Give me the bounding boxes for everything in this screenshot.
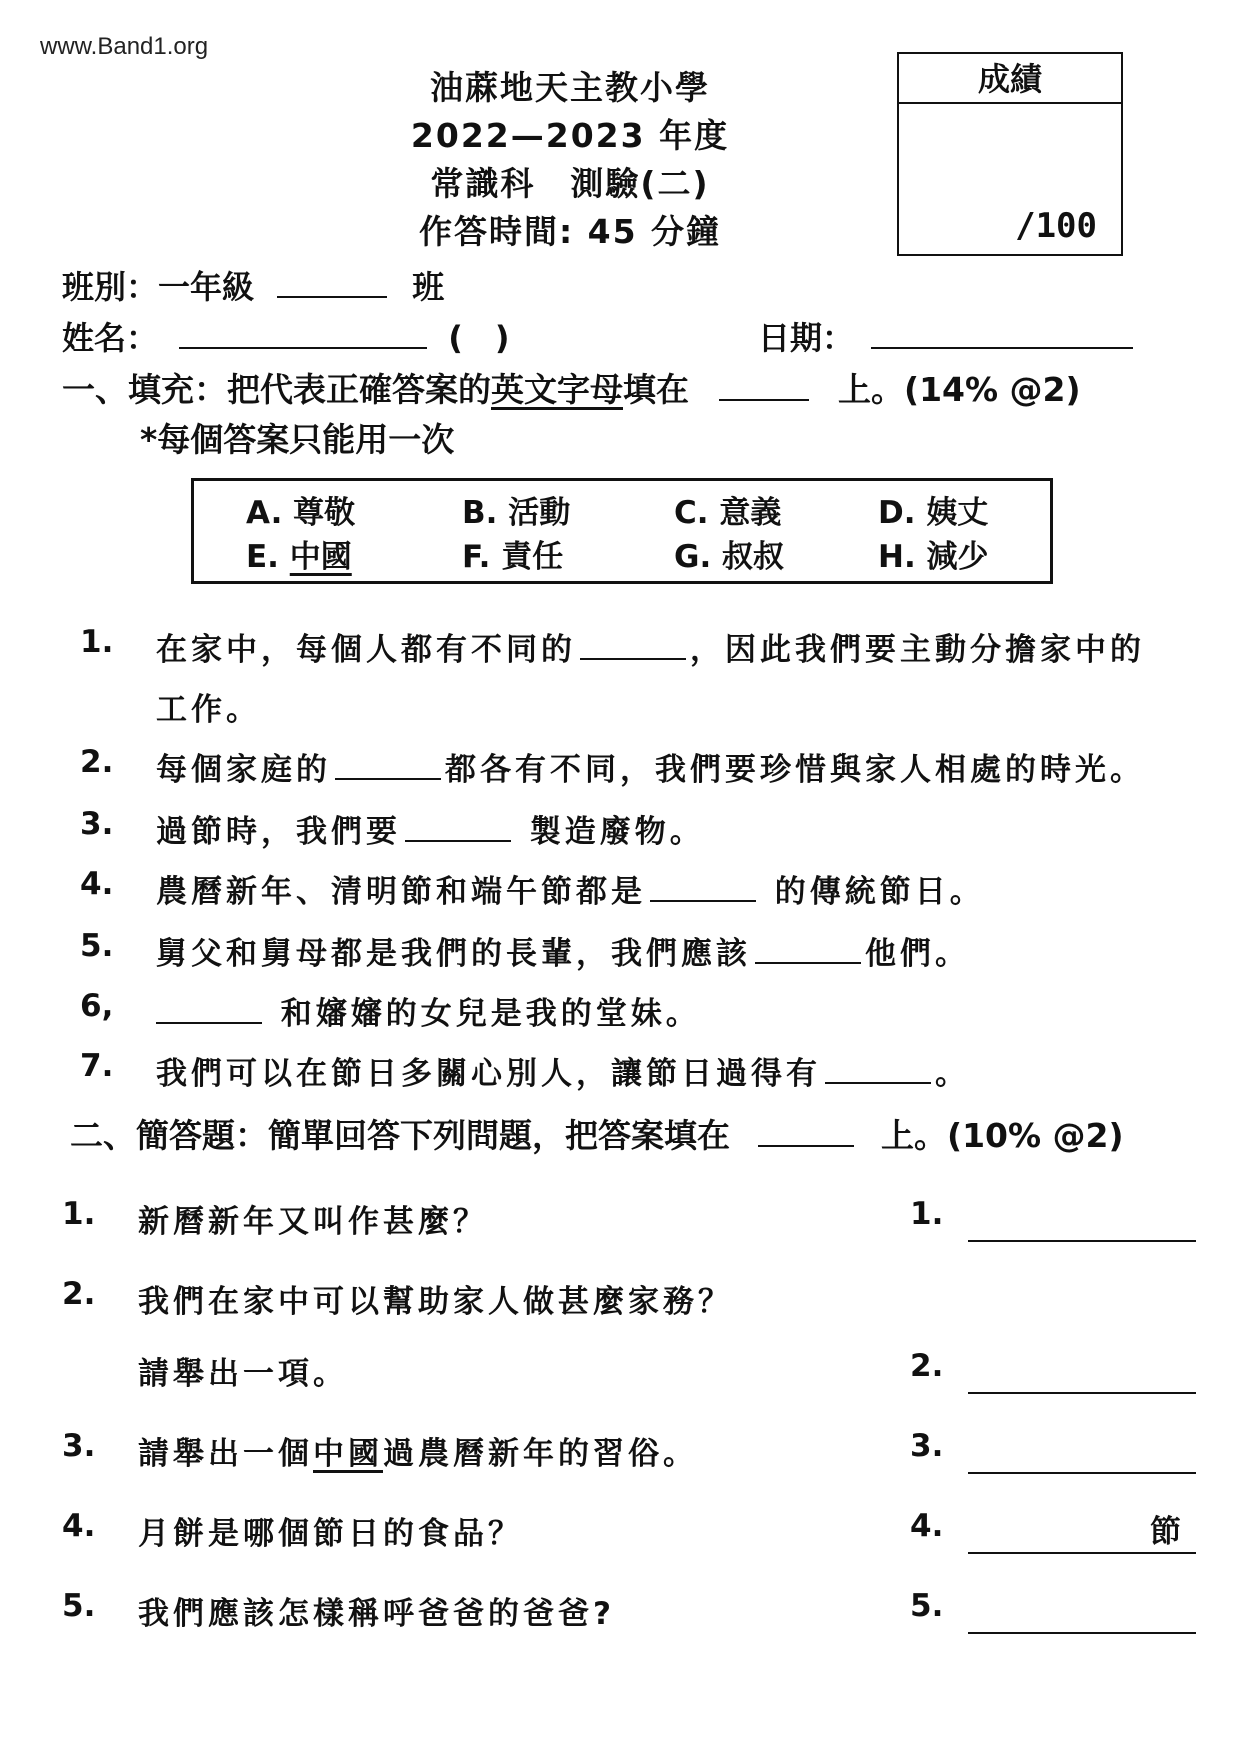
s1-q3-blank[interactable]	[405, 814, 511, 842]
s2-q4-number: 4.	[62, 1508, 96, 1544]
s2-q2-number: 2.	[62, 1276, 96, 1312]
s2-q3-text-a: 請舉出一個	[138, 1436, 313, 1472]
s1-q4-number: 4.	[80, 866, 114, 902]
s1-q3-a: 過節時，我們要	[156, 814, 401, 850]
test-title: 常識科 測驗(二)	[430, 164, 710, 203]
score-box	[897, 52, 1123, 256]
section2-heading	[70, 1110, 1124, 1157]
s2-q3-text-b: 過農曆新年的習俗。	[383, 1436, 698, 1472]
options-box	[191, 478, 1053, 584]
date-label: 日期：	[758, 319, 855, 357]
watermark-url: www.Band1.org	[40, 33, 209, 60]
option-d: D. 姨丈	[878, 495, 989, 531]
s2-q5-text: 我們應該怎樣稱呼爸爸的爸爸?	[138, 1596, 615, 1632]
s2-q3-answer-number: 3.	[910, 1428, 944, 1464]
s1-q5-b: 他們。	[865, 936, 970, 972]
section1-note: *每個答案只能用一次	[140, 420, 455, 459]
s1-q7-b: 。	[935, 1056, 970, 1092]
s1-q6-blank[interactable]	[156, 996, 262, 1024]
date-line	[758, 313, 1133, 359]
option-c: C. 意義	[674, 495, 782, 531]
s1-q1-blank[interactable]	[580, 632, 686, 660]
s1-q6-text	[156, 988, 701, 1033]
s1-q5-blank[interactable]	[755, 936, 861, 964]
name-line	[62, 313, 510, 359]
section2-prefix: 二、簡答題：簡單回答下列問題，把答案填在	[70, 1116, 730, 1155]
option-h: H. 減少	[878, 539, 989, 575]
section1-middle: 填在	[623, 370, 689, 409]
section1-example-blank	[719, 369, 809, 401]
class-number-paren: ( )	[448, 319, 510, 357]
s1-q2-number: 2.	[80, 744, 114, 780]
s1-q2-b: 都各有不同，我們要珍惜與家人相處的時光。	[445, 752, 1145, 788]
s1-q5-a: 舅父和舅母都是我們的長輩，我們應該	[156, 936, 751, 972]
s1-q7-text	[156, 1048, 970, 1093]
section2-suffix: 上。(10% @2)	[881, 1116, 1124, 1155]
class-line	[62, 262, 444, 308]
s1-q4-text	[156, 866, 985, 911]
s2-q3-text	[138, 1428, 698, 1473]
s1-q1-b: ，因此我們要主動分擔家中的	[690, 632, 1145, 668]
s1-q5-number: 5.	[80, 928, 114, 964]
s2-q4-answer-number: 4.	[910, 1508, 944, 1544]
s1-q5-text	[156, 928, 970, 973]
s1-q7-number: 7.	[80, 1048, 114, 1084]
s1-q6-number: 6,	[80, 988, 114, 1024]
s1-q3-text	[156, 806, 705, 851]
class-blank[interactable]	[277, 266, 387, 298]
name-blank[interactable]	[179, 317, 427, 349]
section1-underlined: 英文字母	[491, 370, 623, 409]
s1-q2-text	[156, 744, 1145, 789]
s2-q5-answer-line[interactable]	[968, 1630, 1196, 1634]
s2-q4-answer-suffix: 節	[1150, 1514, 1185, 1550]
s2-q2-text-cont: 請舉出一項。	[138, 1356, 348, 1392]
s2-q5-number: 5.	[62, 1588, 96, 1624]
class-suffix: 班	[412, 268, 445, 306]
s2-q2-text: 我們在家中可以幫助家人做甚麼家務？	[138, 1284, 733, 1320]
s1-q6-b: 和嬸嬸的女兒是我的堂妹。	[266, 996, 701, 1032]
score-title: 成績	[899, 54, 1121, 104]
s2-q3-text-underlined: 中國	[313, 1436, 383, 1472]
section1-prefix: 一、填充：把代表正確答案的	[62, 370, 491, 409]
date-blank[interactable]	[871, 317, 1133, 349]
s1-q1-text	[156, 624, 1145, 669]
section1-heading	[62, 364, 1081, 411]
s2-q1-text: 新曆新年又叫作甚麼？	[138, 1204, 488, 1240]
s2-q1-answer-number: 1.	[910, 1196, 944, 1232]
s1-q2-a: 每個家庭的	[156, 752, 331, 788]
s2-q3-answer-line[interactable]	[968, 1470, 1196, 1474]
s1-q4-blank[interactable]	[650, 874, 756, 902]
s1-q2-blank[interactable]	[335, 752, 441, 780]
s1-q7-a: 我們可以在節日多關心別人，讓節日過得有	[156, 1056, 821, 1092]
school-name: 油蔴地天主教小學	[430, 68, 710, 107]
option-b: B. 活動	[462, 495, 571, 531]
test-duration: 作答時間: 45 分鐘	[418, 212, 722, 251]
s2-q2-answer-line[interactable]	[968, 1390, 1196, 1394]
s1-q1-a: 在家中，每個人都有不同的	[156, 632, 576, 668]
s1-q3-number: 3.	[80, 806, 114, 842]
s1-q1-number: 1.	[80, 624, 114, 660]
option-g: G. 叔叔	[674, 539, 785, 575]
s2-q4-text: 月餅是哪個節日的食品？	[138, 1516, 523, 1552]
name-label: 姓名：	[62, 319, 159, 357]
option-e: E. 中國	[246, 539, 352, 575]
s2-q5-answer-number: 5.	[910, 1588, 944, 1624]
s1-q4-b: 的傳統節日。	[760, 874, 985, 910]
option-e-label: 中國	[289, 539, 352, 575]
section1-suffix: 上。(14% @2)	[838, 370, 1081, 409]
section2-example-blank	[758, 1115, 854, 1147]
s2-q1-answer-line[interactable]	[968, 1238, 1196, 1242]
s1-q7-blank[interactable]	[825, 1056, 931, 1084]
s2-q2-answer-number: 2.	[910, 1348, 944, 1384]
option-a: A. 尊敬	[246, 495, 356, 531]
class-label: 班別：一年級	[62, 268, 255, 306]
s1-q3-b: 製造廢物。	[515, 814, 705, 850]
s2-q1-number: 1.	[62, 1196, 96, 1232]
school-year: 2022—2023 年度	[410, 116, 730, 155]
score-max: /100	[1015, 206, 1097, 246]
s1-q1-text-cont: 工作。	[156, 692, 261, 728]
s2-q3-number: 3.	[62, 1428, 96, 1464]
s1-q4-a: 農曆新年、清明節和端午節都是	[156, 874, 646, 910]
option-f: F. 責任	[462, 539, 564, 575]
